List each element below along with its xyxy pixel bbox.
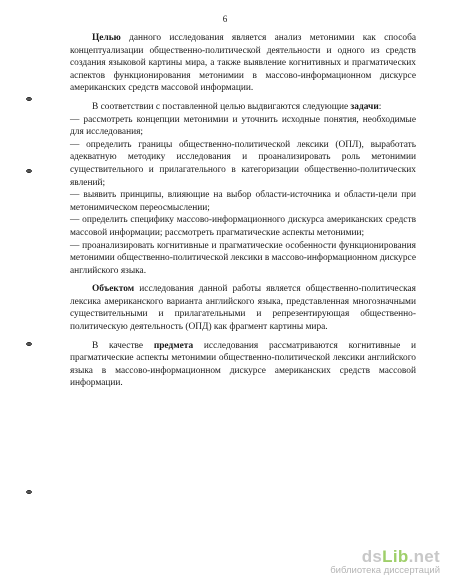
goal-lead: Целью — [92, 33, 121, 43]
task-item: — рассмотреть концепции метонимии и уточнить исходные понятия, необходимые для исследования; — [70, 114, 416, 138]
subject-paragraph: В качестве предмета исследования рассматриваются когнитивные и прагматические аспекты метонимии общественно-политической лексики английского языка в массово-информационном дискурсе американских средств массовой информации. — [70, 340, 416, 389]
object-paragraph: Объектом исследования данной работы является общественно-политическая лексика американского варианта английского языка, представленная многозначными существительными и прилагательными и репрезентирующая общественно-политическую деятельность (ОПД) как фрагмент картины мира. — [70, 284, 416, 333]
margin-mark — [27, 169, 31, 173]
subject-lead: предмета — [153, 340, 194, 351]
task-item: — выявить принципы, влияющие на выбор области-источника и области-цели при метонимическом переосмыслении; — [70, 190, 416, 213]
task-item: — определить границы общественно-политической лексики (ОПЛ), выработать адекватную методику исследования и проанализировать роль метонимии существительного и прилагательного в категоризации общественно-политических явлений; — [70, 139, 416, 188]
task-item: — определить специфику массово-информационного дискурса американских средств массовой информации; рассмотреть прагматические аспекты метонимии; — [70, 215, 416, 238]
object-lead: Объектом — [92, 284, 135, 295]
tasks-lead: задачи — [350, 101, 379, 112]
watermark-brand: dsLib.net — [361, 547, 440, 566]
margin-mark — [27, 97, 31, 101]
task-item: — проанализировать когнитивные и прагматические особенности функционирования метонимии общественно-политической лексики в массово-информационном дискурсе английского языка. — [70, 240, 416, 276]
watermark-logo — [320, 547, 440, 576]
watermark-subtitle: библиотека диссертаций — [330, 565, 440, 576]
goal-paragraph: Целью данного исследования является анализ метонимии как способа концептуализации общественно-политической деятельности и одного из средств создания языковой картины мира, а также выявление когнитивных и прагматических аспектов функционирования метонимии в массово-информационном дискурсе американских средств массовой информации. — [70, 33, 416, 94]
document-body — [70, 32, 416, 390]
tasks-intro: В соответствии с поставленной целью выдвигаются следующие задачи: — [92, 101, 382, 112]
margin-mark — [27, 342, 31, 346]
margin-mark — [27, 490, 31, 494]
page-number: 6 — [222, 14, 228, 24]
